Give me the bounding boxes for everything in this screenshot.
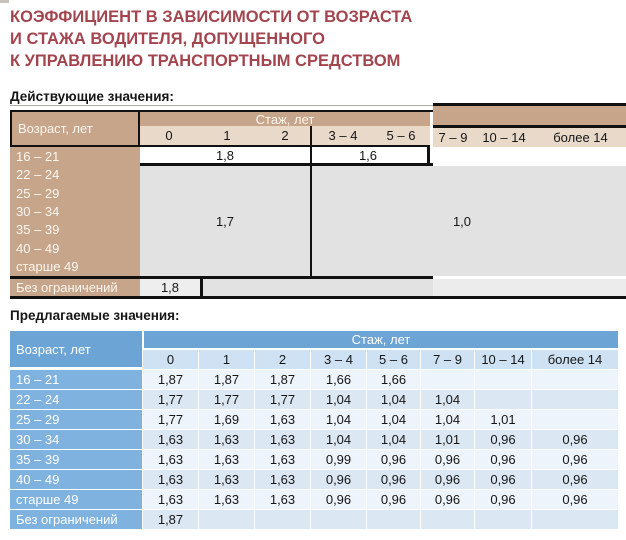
- table-cell: 1,87: [143, 510, 198, 529]
- experience-col-header: 5 – 6: [386, 128, 416, 143]
- table-cell: 1,87: [199, 370, 254, 389]
- table-cell: 0,96: [367, 450, 420, 469]
- table-cell: 1,66: [311, 370, 366, 389]
- age-row-label: 22 – 24: [16, 167, 60, 183]
- experience-col-header: 1: [199, 350, 254, 369]
- experience-header: Стаж, лет: [140, 112, 430, 126]
- table-cell: 1,63: [143, 470, 198, 489]
- age-labels-column: [10, 147, 140, 276]
- table-cell: 0,96: [532, 490, 618, 509]
- table-cell: 1,04: [367, 410, 420, 429]
- table-cell: 1,01: [421, 430, 474, 449]
- age-row-label: 22 – 24: [10, 390, 142, 409]
- experience-col-header: 0: [165, 128, 173, 143]
- table-cell: 0,96: [475, 450, 531, 469]
- age-row-label: 25 – 29: [16, 185, 60, 201]
- table-cell: [475, 510, 531, 529]
- merged-cell-value: 1,8: [215, 147, 235, 163]
- table-cell: 1,77: [143, 410, 198, 429]
- edge-artifact: [0, 0, 9, 3]
- table-cell: 1,04: [367, 430, 420, 449]
- table-cell: 0,96: [311, 490, 366, 509]
- age-header-cell: Возраст, лет: [10, 331, 142, 367]
- table-cell: 1,63: [255, 490, 310, 509]
- age-row-label: старше 49: [16, 259, 79, 275]
- section-label-current: Действующие значения:: [10, 89, 174, 104]
- experience-col-header: 10 – 14: [475, 350, 531, 369]
- merged-cell-value: 1,7: [215, 213, 235, 229]
- experience-header: Стаж, лет: [144, 331, 618, 348]
- table-cell: 1,69: [199, 410, 254, 429]
- table-cell: 1,63: [143, 490, 198, 509]
- age-row-label: Без ограничений: [10, 279, 140, 296]
- table-cell: [421, 510, 474, 529]
- table-cell: 1,04: [311, 430, 366, 449]
- table-cell: 1,63: [143, 450, 198, 469]
- table-cell: 1,63: [199, 450, 254, 469]
- table-cell: 0,96: [421, 470, 474, 489]
- age-row-label: 40 – 49: [10, 470, 142, 489]
- border-line: [10, 296, 626, 299]
- table-cell: 1,63: [199, 430, 254, 449]
- page-title: [10, 6, 490, 72]
- age-row-label: 35 – 39: [16, 222, 60, 238]
- merged-cell-value: 1,6: [358, 147, 378, 163]
- experience-col-header: 10 – 14: [482, 130, 526, 145]
- page-title-line: К УПРАВЛЕНИЮ ТРАНСПОРТНЫМ СРЕДСТВОМ: [10, 52, 401, 70]
- table-cell: [311, 510, 366, 529]
- border-line: [310, 126, 312, 276]
- experience-col-header: 2: [255, 350, 310, 369]
- empty-cell: [433, 279, 626, 296]
- table-cell: 1,63: [255, 430, 310, 449]
- experience-subheader-right: [433, 128, 626, 147]
- table-cell: 0,96: [311, 470, 366, 489]
- experience-col-header: 2: [281, 128, 289, 143]
- table-cell: [255, 510, 310, 529]
- merged-cell-value: 1,8: [140, 279, 200, 296]
- age-header-cell: Возраст, лет: [10, 110, 140, 147]
- age-row-label: 16 – 21: [16, 148, 60, 164]
- table-cell: [475, 370, 531, 389]
- proposed-table: [10, 331, 618, 531]
- table-cell: [367, 510, 420, 529]
- age-row-label: 30 – 34: [10, 430, 142, 449]
- table-cell: 1,01: [475, 410, 531, 429]
- table-cell: 1,77: [255, 390, 310, 409]
- table-cell: 1,87: [143, 370, 198, 389]
- table-cell: 1,04: [311, 390, 366, 409]
- table-cell: [532, 370, 618, 389]
- empty-cell: [203, 279, 433, 296]
- age-row-label: 16 – 21: [10, 370, 142, 389]
- table-cell: 0,96: [367, 490, 420, 509]
- table-cell: 1,63: [199, 470, 254, 489]
- experience-col-header: более 14: [553, 130, 608, 145]
- table-cell: [532, 410, 618, 429]
- experience-col-header: 0: [143, 350, 198, 369]
- table-cell: 0,96: [421, 450, 474, 469]
- age-row-label: Без ограничений: [10, 510, 142, 529]
- age-row-label: 35 – 39: [10, 450, 142, 469]
- table-cell: 1,04: [311, 410, 366, 429]
- table-cell: 1,04: [421, 410, 474, 429]
- table-cell: 1,87: [255, 370, 310, 389]
- age-row-label: старше 49: [10, 490, 142, 509]
- table-cell: 1,63: [255, 470, 310, 489]
- table-cell: 0,96: [367, 470, 420, 489]
- table-cell: 1,77: [199, 390, 254, 409]
- table-cell: [421, 370, 474, 389]
- table-cell: 0,96: [532, 450, 618, 469]
- table-cell: 0,96: [532, 430, 618, 449]
- table-cell: 1,66: [367, 370, 420, 389]
- table-cell: 0,96: [421, 490, 474, 509]
- table-cell: 1,04: [421, 390, 474, 409]
- experience-col-header: более 14: [532, 350, 618, 369]
- table-cell: 1,63: [199, 490, 254, 509]
- table-cell: 1,63: [255, 410, 310, 429]
- experience-header-band-right: [433, 106, 626, 125]
- age-row-label: 40 – 49: [16, 240, 60, 256]
- table-cell: 0,96: [475, 470, 531, 489]
- experience-col-header: 7 – 9: [421, 350, 474, 369]
- experience-col-header: 1: [223, 128, 231, 143]
- current-table: [10, 103, 626, 301]
- experience-col-header: 5 – 6: [367, 350, 420, 369]
- page-title-line: И СТАЖА ВОДИТЕЛЯ, ДОПУЩЕННОГО: [10, 30, 325, 48]
- experience-subheader-left: [140, 126, 430, 145]
- merged-cell-value: 1,0: [452, 213, 472, 229]
- table-cell: [199, 510, 254, 529]
- page-title-line: КОЭФФИЦИЕНТ В ЗАВИСИМОСТИ ОТ ВОЗРАСТА: [10, 8, 413, 26]
- table-cell: 1,63: [143, 430, 198, 449]
- table-cell: 0,99: [311, 450, 366, 469]
- table-cell: 0,96: [475, 430, 531, 449]
- table-cell: 1,04: [367, 390, 420, 409]
- table-cell: [475, 390, 531, 409]
- section-label-proposed: Предлагаемые значения:: [10, 308, 180, 323]
- experience-col-header: 3 – 4: [311, 350, 366, 369]
- experience-col-header: 3 – 4: [328, 128, 358, 143]
- age-row-label: 25 – 29: [10, 410, 142, 429]
- table-cell: [532, 390, 618, 409]
- age-row-label: 30 – 34: [16, 203, 60, 219]
- table-cell: 0,96: [475, 490, 531, 509]
- proposed-table-grid: [10, 350, 618, 529]
- table-cell: 1,77: [143, 390, 198, 409]
- table-cell: [532, 510, 618, 529]
- seam-line: [427, 145, 430, 166]
- border-line: [10, 105, 433, 106]
- table-cell: 0,96: [532, 470, 618, 489]
- table-cell: 1,63: [255, 450, 310, 469]
- experience-col-header: 7 – 9: [438, 130, 468, 145]
